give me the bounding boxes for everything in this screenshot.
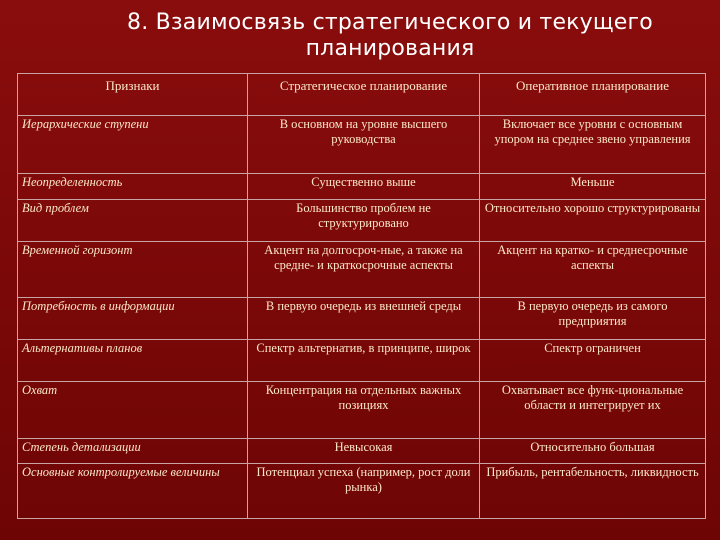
header-strategic: Стратегическое планирование bbox=[248, 74, 480, 116]
table-row bbox=[18, 242, 706, 298]
cell-feature: Потребность в информации bbox=[18, 298, 248, 340]
header-feature: Признаки bbox=[18, 74, 248, 116]
cell-feature: Охват bbox=[18, 382, 248, 439]
cell-strategic: Большинство проблем не структурировано bbox=[248, 200, 480, 242]
cell-operational: Акцент на кратко- и среднесрочные аспекты bbox=[480, 242, 706, 298]
cell-operational: Охватывает все функ-циональные области и интегрирует их bbox=[480, 382, 706, 439]
cell-strategic: В основном на уровне высшего руководства bbox=[248, 116, 480, 174]
cell-strategic: Невысокая bbox=[248, 439, 480, 464]
cell-strategic: В первую очередь из внешней среды bbox=[248, 298, 480, 340]
table-header-row bbox=[18, 74, 706, 116]
table-row bbox=[18, 298, 706, 340]
cell-operational: Меньше bbox=[480, 174, 706, 200]
table-row bbox=[18, 200, 706, 242]
cell-operational: Спектр ограничен bbox=[480, 340, 706, 382]
cell-strategic: Концентрация на отдельных важных позициях bbox=[248, 382, 480, 439]
cell-operational: Включает все уровни с основным упором на среднее звено управления bbox=[480, 116, 706, 174]
cell-feature: Временной горизонт bbox=[18, 242, 248, 298]
table-row bbox=[18, 340, 706, 382]
cell-strategic: Существенно выше bbox=[248, 174, 480, 200]
cell-feature: Основные контролируемые величины bbox=[18, 464, 248, 519]
table-row bbox=[18, 116, 706, 174]
slide-title-line-1: 8. Взаимосвязь стратегического и текущего bbox=[127, 10, 653, 35]
cell-feature: Неопределенность bbox=[18, 174, 248, 200]
cell-operational: В первую очередь из самого предприятия bbox=[480, 298, 706, 340]
cell-strategic: Потенциал успеха (например, рост доли рынка) bbox=[248, 464, 480, 519]
cell-operational: Относительно хорошо структурированы bbox=[480, 200, 706, 242]
cell-operational: Прибыль, рентабельность, ликвидность bbox=[480, 464, 706, 519]
cell-feature: Иерархические ступени bbox=[18, 116, 248, 174]
cell-strategic: Спектр альтернатив, в принципе, широк bbox=[248, 340, 480, 382]
cell-operational: Относительно большая bbox=[480, 439, 706, 464]
table-row bbox=[18, 464, 706, 519]
slide-title bbox=[0, 10, 720, 62]
cell-feature: Степень детализации bbox=[18, 439, 248, 464]
table-row bbox=[18, 174, 706, 200]
slide-title-line-2: планирования bbox=[305, 36, 475, 61]
cell-feature: Вид проблем bbox=[18, 200, 248, 242]
comparison-table bbox=[17, 73, 706, 519]
table-row bbox=[18, 382, 706, 439]
cell-strategic: Акцент на долгосроч-ные, а также на средне- и краткосрочные аспекты bbox=[248, 242, 480, 298]
table-row bbox=[18, 439, 706, 464]
header-operational: Оперативное планирование bbox=[480, 74, 706, 116]
cell-feature: Альтернативы планов bbox=[18, 340, 248, 382]
